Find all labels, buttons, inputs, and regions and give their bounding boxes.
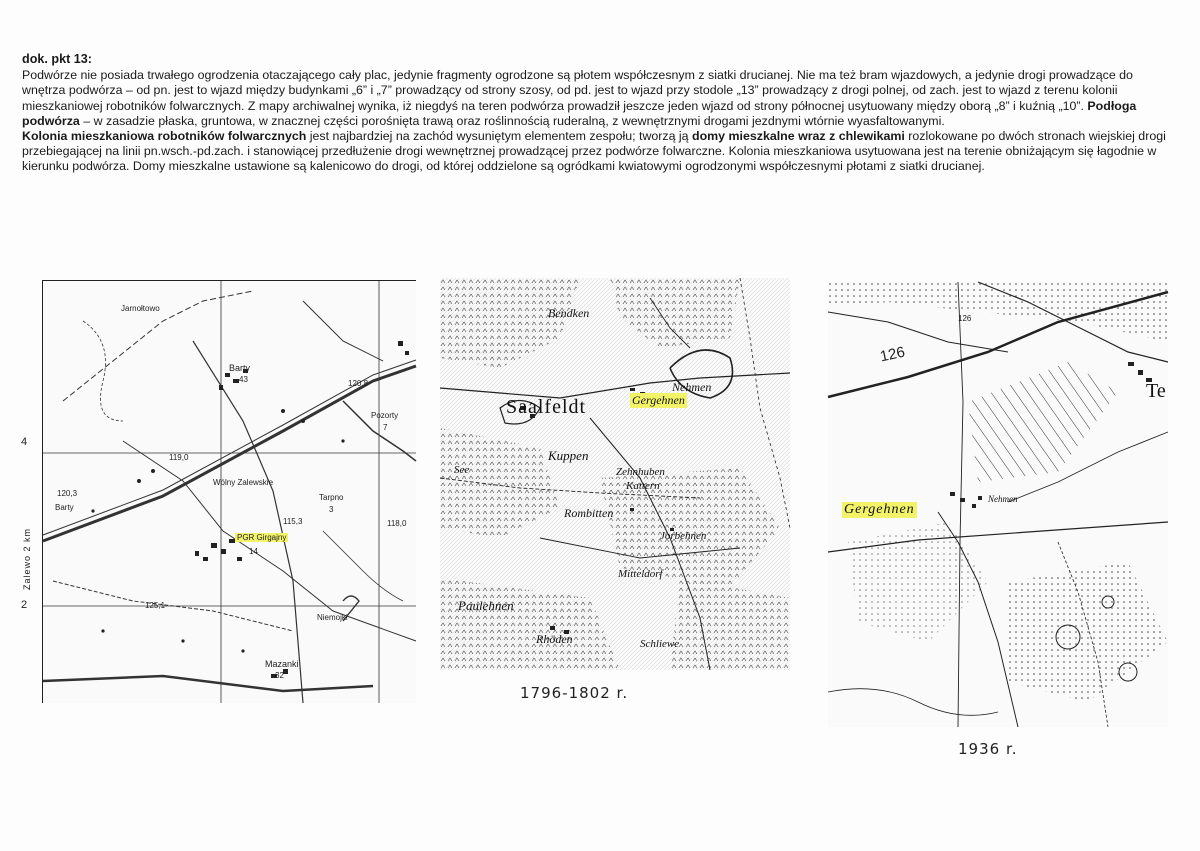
bold-term: domy mieszkalne wraz z chlewikami <box>692 129 905 144</box>
place-wolny-zalewskie: Wólny Zalewskie <box>213 478 274 487</box>
caption-1796-1802: 1796-1802 r. <box>520 684 629 702</box>
document-text <box>22 52 1172 175</box>
place-rhoden: Rhöden <box>536 632 573 646</box>
grid-label-4: 4 <box>21 436 28 448</box>
modern-map-linework <box>43 281 416 703</box>
bold-term: Kolonia mieszkaniowa robotników folwarcznych <box>22 129 307 144</box>
road-number-126-top: 126 <box>958 314 972 323</box>
spot-height-120-8: 120,8 <box>348 379 369 388</box>
place-see: See <box>454 464 470 476</box>
place-pgr-girgajny: PGR Girgajny <box>237 533 287 542</box>
place-barty-south: Barty <box>55 503 74 512</box>
place-jorbehnen: Jorbehnen <box>660 530 707 542</box>
grid-label-2: 2 <box>21 599 28 611</box>
section-heading: dok. pkt 13: <box>22 52 92 66</box>
paragraph-colony <box>22 129 1172 175</box>
place-pgr-number: 14 <box>249 547 258 556</box>
place-gergehnen: Gergehnen <box>632 393 685 407</box>
spot-height-118-0: 118,0 <box>387 519 407 528</box>
place-paulehnen: Paulehnen <box>458 598 514 613</box>
map-1936 <box>828 282 1168 727</box>
scale-side-label: Zalewo 2 km <box>22 527 32 590</box>
bold-term: Podłoga podwórza <box>22 98 1137 128</box>
place-niemojki: Niemojki <box>317 613 348 622</box>
spot-height-120-3: 120,3 <box>57 489 78 498</box>
spot-height-119-0: 119,0 <box>169 453 189 462</box>
place-nehmen-1936: Nehmen <box>988 494 1018 504</box>
paragraph-courtyard <box>22 68 1172 129</box>
caption-1936: 1936 r. <box>958 740 1018 758</box>
place-tarpno-number: 3 <box>329 505 334 514</box>
text-run: rozlokowane po dwóch stronach wiejskiej drogi przebiegającej na linii pn.wsch.-pd.zach. i stanowiącej przedłużenie drogi wewnętrznej prowadzącej przez podwórze folwarczne. Kolonia mieszkaniowa usytuowana jest na terenie obniżającym się łagodnie w kierunku podwórza. Domy mieszkalne ustawione są kalenicowo do drogi, od której oddzielone są ogródkami kwiatowymi ogrodzonymi współczesnymi płotami z siatki drucianej. <box>22 129 1166 174</box>
spot-height-115-3: 115,3 <box>283 517 303 526</box>
place-barty: Barty <box>229 363 251 373</box>
place-te-1936: Te <box>1146 380 1166 402</box>
text-run: Podwórze nie posiada trwałego ogrodzenia otaczającego cały plac, jedynie fragmenty ogrodzone są płotem współczesnym z siatki drucianej. Nie ma też bram wjazdowych, a jedynie drogi prowadzące do wnętrza podwórza – od pn. jest to wjazd między budynkami „6” i „7” prowadzący od strony szosy, od pd. jest to wjazd przy stodole „13” prowadzący z drogi polnej, od zach. jest to wjazd z terenu kolonii mieszkaniowej robotników folwarcznych. Z mapy archiwalnej wynika, iż niegdyś na teren podwórza prowadził jeszcze jeden wjazd od strony północnej usytuowany między oborą „8” i kuźnią „10”. <box>22 68 1133 113</box>
place-kuppen: Kuppen <box>548 448 589 463</box>
road-number-126-left: 126 <box>878 343 907 366</box>
place-bendken: Bendken <box>548 306 590 320</box>
place-schliewe: Schliewe <box>640 638 680 650</box>
map-1796-1802 <box>440 278 790 670</box>
place-nehmen: Nehmen <box>672 380 712 394</box>
place-rombitten: Rombitten <box>564 506 614 520</box>
place-mazanki: Mazanki <box>265 659 299 669</box>
place-pozorty-number: 7 <box>383 423 388 432</box>
place-mazanki-number: 32 <box>275 671 284 680</box>
place-barty-number: 43 <box>239 375 248 384</box>
spot-height-125-1: 125,1 <box>145 601 166 610</box>
place-gergehnen-1936: Gergehnen <box>844 502 915 517</box>
place-mitteldorf: Mitteldorf <box>618 568 663 580</box>
text-run: – w zasadzie płaska, gruntowa, w znacznej części porośnięta trawą oraz roślinnością ruderalną, z wewnętrznymi drogami jezdnymi wtórnie wyasfaltowanymi. <box>79 113 945 128</box>
place-kattern: Kattern <box>626 480 660 492</box>
place-tarpno: Tarpno <box>319 493 344 502</box>
text-run: jest najbardziej na zachód wysuniętym elementem zespołu; tworzą ją <box>306 129 693 144</box>
place-pozorty: Pozorty <box>371 411 399 420</box>
place-saalfeldt: Saalfeldt <box>506 396 587 418</box>
place-zehnhuben: Zehnhuben <box>616 466 665 478</box>
place-jarnoltowo: Jarnołtowo <box>121 304 160 313</box>
